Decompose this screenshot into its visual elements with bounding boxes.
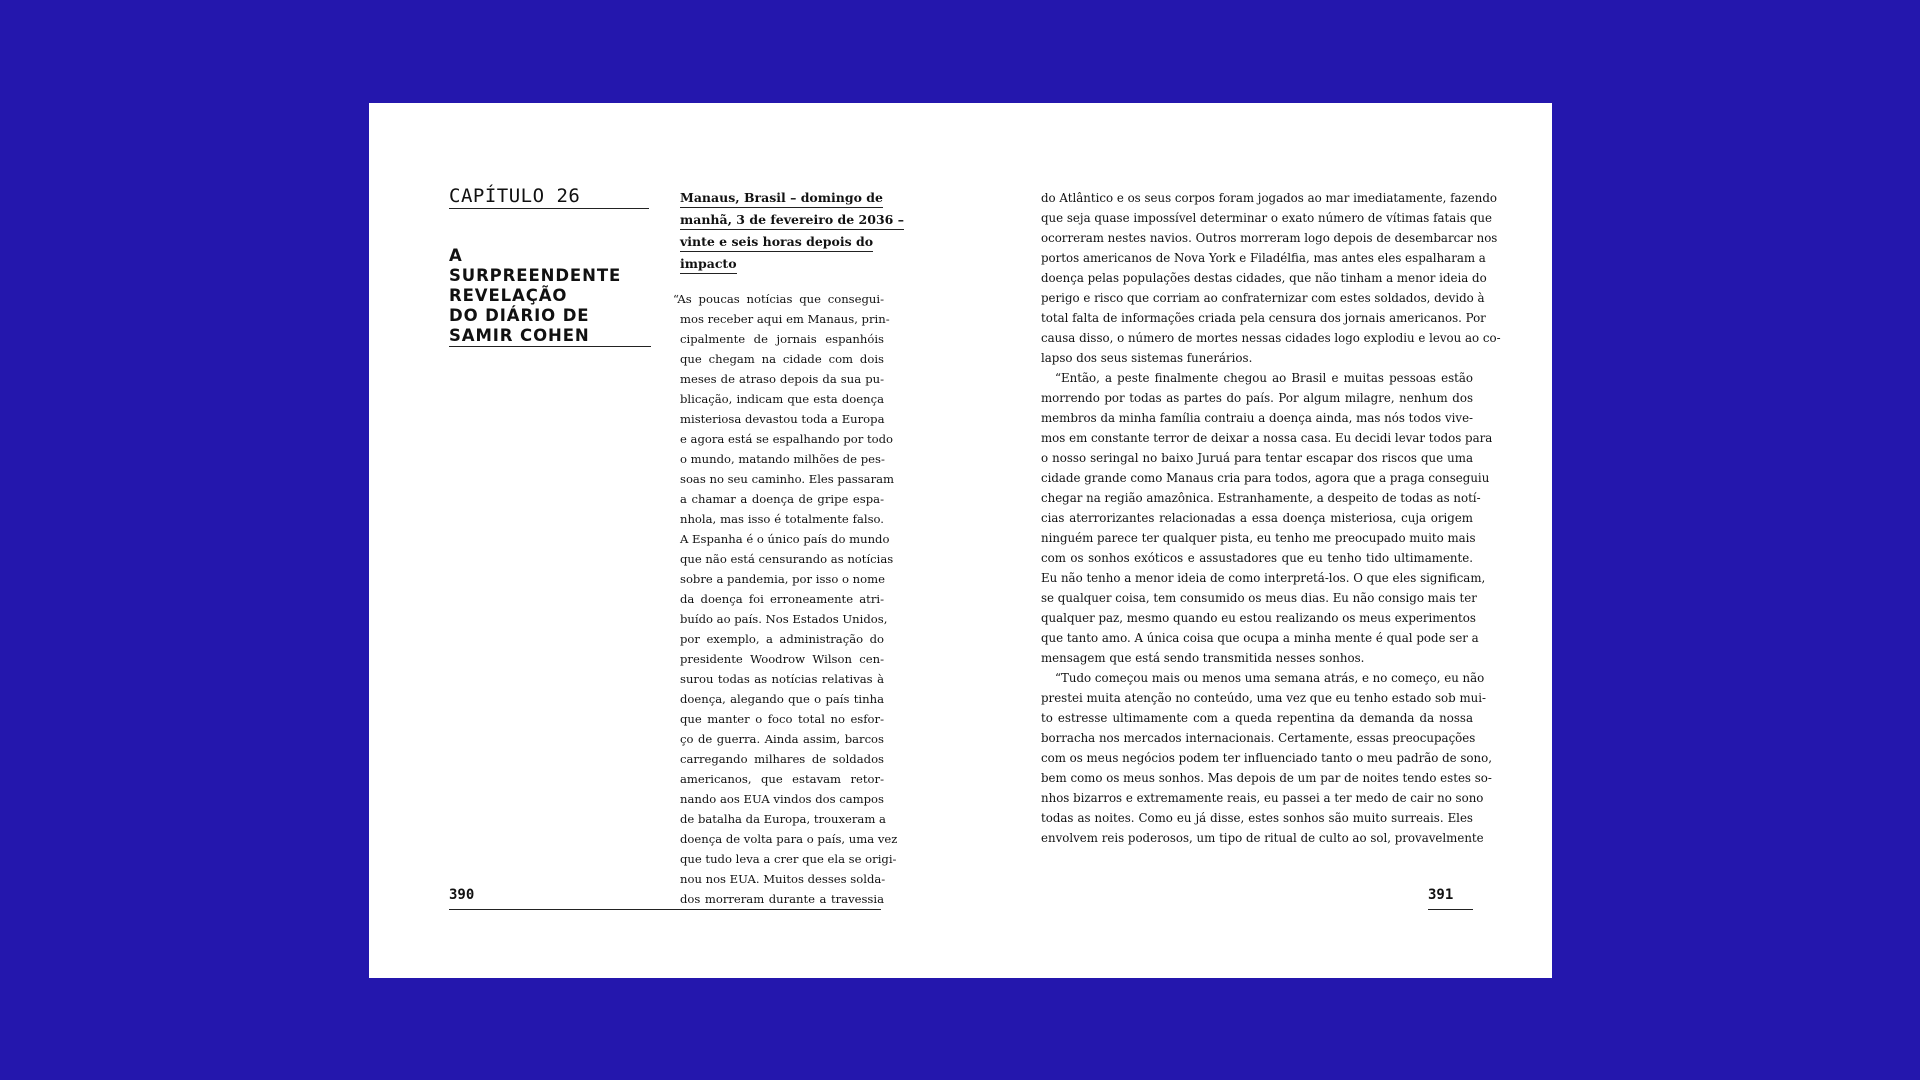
body-line: membros da minha família contraiu a doença ainda, mas nós todos vive- — [1041, 411, 1474, 425]
body-line: mos receber aqui em Manaus, prin- — [680, 312, 890, 326]
dateline-line: vinte e seis horas depois do — [680, 233, 873, 252]
body-line: cidade grande como Manaus cria para todos, agora que a praga conseguiu — [1041, 471, 1490, 485]
body-line: o mundo, matando milhões de pes- — [680, 452, 885, 466]
body-line: mos em constante terror de deixar a nossa casa. Eu decidi levar todos para — [1041, 431, 1493, 445]
body-line: ço de guerra. Ainda assim, barcos — [680, 732, 884, 746]
body-line: lapso dos seus sistemas funerários. — [1041, 351, 1253, 365]
chapter-title-line: SAMIR COHEN — [449, 326, 590, 345]
body-line: a chamar a doença de gripe espa- — [680, 492, 884, 506]
body-line: que não está censurando as notícias — [680, 552, 894, 566]
page-number-right: 391 — [1428, 887, 1454, 903]
body-line: soas no seu caminho. Eles passaram — [680, 472, 895, 486]
body-line: nou nos EUA. Muitos desses solda- — [680, 872, 886, 886]
chapter-title-line: REVELAÇÃO — [449, 286, 568, 305]
body-line: que seja quase impossível determinar o exato número de vítimas fatais que — [1041, 211, 1492, 225]
body-line: causa disso, o número de mortes nessas cidades logo explodiu e levou ao co- — [1041, 331, 1501, 345]
chapter-title-line: SURPREENDENTE — [449, 266, 622, 285]
body-line: doença pelas populações destas cidades, que não tinham a menor ideia do — [1041, 271, 1487, 285]
right-body-text — [1041, 188, 1501, 848]
body-line: envolvem reis poderosos, um tipo de ritual de culto ao sol, provavelmente — [1041, 831, 1484, 845]
body-line: ocorreram nestes navios. Outros morreram logo depois de desembarcar nos — [1041, 231, 1498, 245]
body-line: que manter o foco total no esfor- — [680, 712, 884, 726]
body-line: por exemplo, a administração do — [680, 632, 884, 646]
body-line: cipalmente de jornais espanhóis — [680, 332, 884, 346]
body-line: blicação, indicam que esta doença — [680, 392, 884, 406]
body-line: carregando milhares de soldados — [680, 752, 884, 766]
body-line: misteriosa devastou toda a Europa — [680, 412, 885, 426]
body-line: chegar na região amazônica. Estranhamente, a despeito de todas as notí- — [1041, 491, 1481, 505]
body-line: bem como os meus sonhos. Mas depois de um par de noites tendo estes so- — [1041, 771, 1492, 785]
body-line: dos morreram durante a travessia — [680, 892, 884, 906]
body-line: do Atlântico e os seus corpos foram jogados ao mar imediatamente, fazendo — [1041, 191, 1497, 205]
body-line: nhos bizarros e extremamente reais, eu passei a ter medo de cair no sono — [1041, 791, 1484, 805]
body-line: com os meus negócios podem ter influenciado tanto o meu padrão de sono, — [1041, 751, 1492, 765]
body-line: o nosso seringal no baixo Juruá para tentar escapar dos riscos que uma — [1041, 451, 1473, 465]
chapter-label: CAPÍTULO 26 — [449, 185, 649, 209]
body-line: total falta de informações criada pela censura dos jornais americanos. Por — [1041, 311, 1486, 325]
body-line: que tanto amo. A única coisa que ocupa a minha mente é qual pode ser a — [1041, 631, 1479, 645]
body-line: da doença foi erroneamente atri- — [680, 592, 884, 606]
dateline — [680, 188, 904, 276]
body-line: mensagem que está sendo transmitida nesses sonhos. — [1041, 651, 1365, 665]
body-line: surou todas as notícias relativas à — [680, 672, 884, 686]
chapter-title-line: DO DIÁRIO DE — [449, 306, 590, 325]
body-line: prestei muita atenção no conteúdo, uma vez que eu tenho estado sob mui- — [1041, 691, 1486, 705]
right-page-footer — [1428, 885, 1473, 910]
body-line: meses de atraso depois da sua pu- — [680, 372, 884, 386]
page-number-left: 390 — [449, 887, 475, 903]
body-line: cias aterrorizantes relacionadas a essa doença misteriosa, cuja origem — [1041, 511, 1473, 525]
body-line: “Então, a peste finalmente chegou ao Brasil e muitas pessoas estão — [1055, 371, 1473, 385]
body-line: que tudo leva a crer que ela se origi- — [680, 852, 897, 866]
left-page-footer — [449, 885, 881, 910]
book-spread — [369, 103, 1552, 978]
body-line: buído ao país. Nos Estados Unidos, — [680, 612, 888, 626]
body-line: com os sonhos exóticos e assustadores que eu tenho tido ultimamente. — [1041, 551, 1473, 565]
body-line: portos americanos de Nova York e Filadélfia, mas antes eles espalharam a — [1041, 251, 1486, 265]
body-line: “Tudo começou mais ou menos uma semana atrás, e no começo, eu não — [1055, 671, 1485, 685]
dateline-line: impacto — [680, 255, 737, 274]
dateline-line: Manaus, Brasil – domingo de — [680, 189, 883, 208]
body-line: “As poucas notícias que consegui- — [673, 292, 884, 306]
body-line: nando aos EUA vindos dos campos — [680, 792, 884, 806]
body-line: presidente Woodrow Wilson cen- — [680, 652, 884, 666]
dateline-line: manhã, 3 de fevereiro de 2036 – — [680, 211, 904, 230]
body-line: todas as noites. Como eu já disse, estes sonhos são muito surreais. Eles — [1041, 811, 1473, 825]
body-line: doença de volta para o país, uma vez — [680, 832, 898, 846]
body-line: nhola, mas isso é totalmente falso. — [680, 512, 884, 526]
body-line: Eu não tenho a menor ideia de como interpretá-los. O que eles significam, — [1041, 571, 1486, 585]
body-line: doença, alegando que o país tinha — [680, 692, 884, 706]
body-line: to estresse ultimamente com a queda repentina da demanda da nossa — [1041, 711, 1473, 725]
body-line: de batalha da Europa, trouxeram a — [680, 812, 886, 826]
body-line: A Espanha é o único país do mundo — [680, 532, 890, 546]
body-line: se qualquer coisa, tem consumido os meus dias. Eu não consigo mais ter — [1041, 591, 1477, 605]
body-line: americanos, que estavam retor- — [680, 772, 884, 786]
chapter-title-line: A — [449, 246, 463, 265]
body-line: borracha nos mercados internacionais. Certamente, essas preocupações — [1041, 731, 1476, 745]
left-body-text — [673, 289, 898, 909]
body-line: e agora está se espalhando por todo — [680, 432, 894, 446]
body-line: sobre a pandemia, por isso o nome — [680, 572, 885, 586]
body-line: qualquer paz, mesmo quando eu estou realizando os meus experimentos — [1041, 611, 1476, 625]
chapter-title — [449, 246, 651, 347]
body-line: morrendo por todas as partes do país. Por algum milagre, nenhum dos — [1041, 391, 1473, 405]
body-line: que chegam na cidade com dois — [680, 352, 884, 366]
body-line: perigo e risco que corriam ao confraternizar com estes soldados, devido à — [1041, 291, 1485, 305]
body-line: ninguém parece ter qualquer pista, eu tenho me preocupado muito mais — [1041, 531, 1476, 545]
